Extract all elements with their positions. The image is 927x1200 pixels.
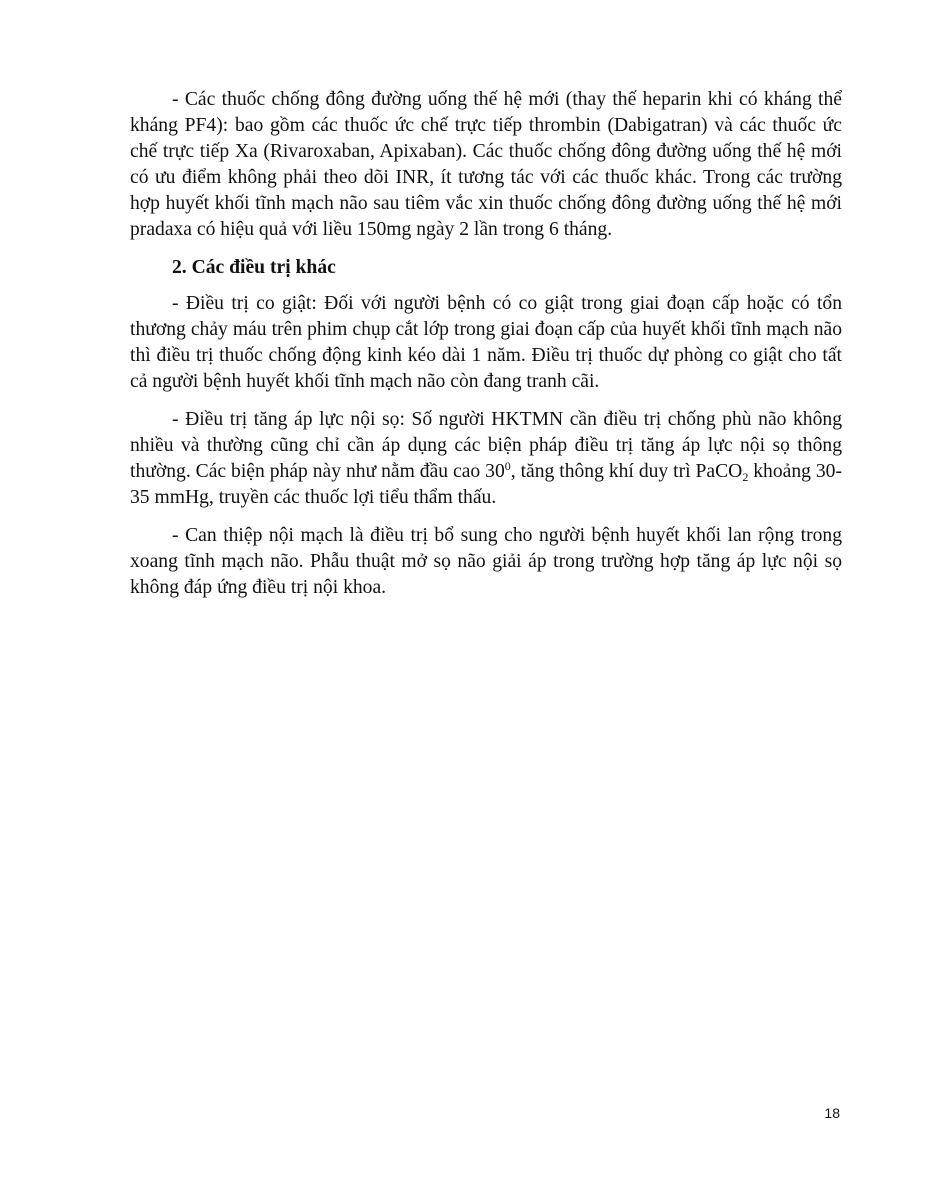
page-content (130, 87, 842, 613)
icp-text-part2: , tăng thông khí duy trì PaCO (510, 461, 743, 482)
icp-text-part1: - Điều trị tăng áp lực nội sọ: Số người HKTMN cần điều trị chống phù não không nhiều và thường cũng chỉ cần áp dụng các biện pháp điều trị tăng áp lực nội sọ thông thường. Các biện pháp này như nằm đầu cao 30 (130, 409, 842, 482)
paragraph-seizure-treatment: - Điều trị co giật: Đối với người bệnh có co giật trong giai đoạn cấp hoặc có tổn thương chảy máu trên phim chụp cắt lớp trong giai đoạn cấp của huyết khối tĩnh mạch não thì điều trị thuốc chống động kinh kéo dài 1 năm. Điều trị thuốc dự phòng co giật cho tất cả người bệnh huyết khối tĩnh mạch não còn đang tranh cãi. (130, 293, 842, 392)
co2-subscript: 2 (742, 470, 749, 484)
section-heading-other-treatments: 2. Các điều trị khác (172, 257, 336, 278)
paragraph-endovascular-intervention: - Can thiệp nội mạch là điều trị bổ sung cho người bệnh huyết khối lan rộng trong xoang tĩnh mạch não. Phẫu thuật mở sọ não giải áp trong trường hợp tăng áp lực nội sọ không đáp ứng điều trị nội khoa. (130, 525, 842, 598)
paragraph-oral-anticoagulants: - Các thuốc chống đông đường uống thế hệ mới (thay thế heparin khi có kháng thể kháng PF4): bao gồm các thuốc ức chế trực tiếp thrombin (Dabigatran) và các thuốc ức chế trực tiếp Xa (Rivaroxaban, Apixaban). Các thuốc chống đông đường uống thế hệ mới có ưu điểm không phải theo dõi INR, ít tương tác với các thuốc khác. Trong các trường hợp huyết khối tĩnh mạch não sau tiêm vắc xin thuốc chống đông đường uống thế hệ mới pradaxa có hiệu quả với liều 150mg ngày 2 lần trong 6 tháng. (130, 89, 842, 240)
paragraph-intracranial-pressure (130, 407, 842, 511)
degree-superscript: 0 (504, 459, 511, 473)
page-number: 18 (824, 1105, 840, 1121)
icp-text-part3: khoảng 30-35 mmHg, truyền các thuốc lợi tiểu thẩm thấu. (130, 461, 842, 508)
